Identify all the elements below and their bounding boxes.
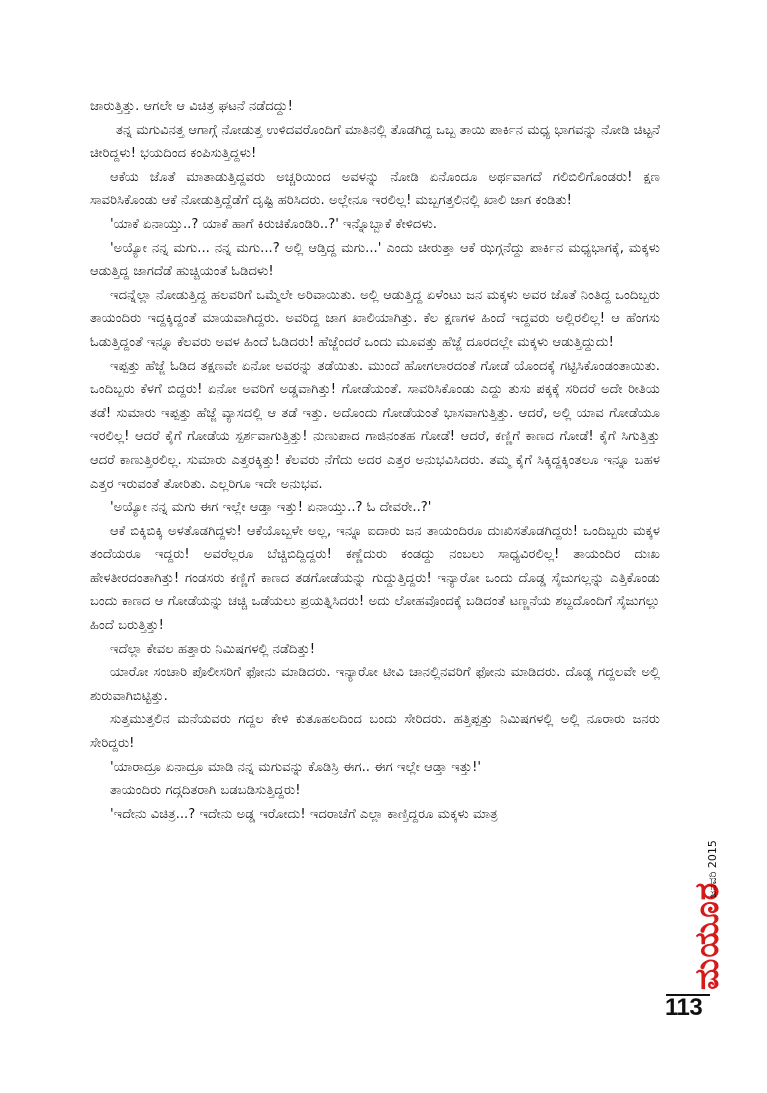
page-number: 113: [665, 994, 703, 1021]
paragraph-11: ಯಾರೋ ಸಂಚಾರಿ ಪೊಲೀಸರಿಗೆ ಫೋನು ಮಾಡಿದರು. ಇನ್ಯಾರೋ ಟೀವಿ ಚಾನಲ್ಲಿನವರಿಗೆ ಫೋನು ಮಾಡಿದರು. ದೊಡ್ಡ ಗದ್ದಲವೇ ಅಲ್ಲಿ ಶುರುವಾಗಿಬಿಟ್ಟಿತ್ತು.: [90, 665, 660, 704]
paragraph-15: 'ಇದೇನು ವಿಚಿತ್ರ...? ಇದೇನು ಅಡ್ಡ ಇರೋದು! ಇದರಾಚೆಗೆ ಎಲ್ಲಾ ಕಾಣ್ತಿದ್ದರೂ ಮಕ್ಕಳು ಮಾತ್ರ: [110, 806, 498, 822]
article-text-column: [90, 95, 660, 826]
paragraph-14: ತಾಯಂದಿರು ಗದ್ಗದಿತರಾಗಿ ಬಡಬಡಿಸುತ್ತಿದ್ದರು!: [110, 783, 301, 799]
paragraph-10: ಇದೆಲ್ಲಾ ಕೇವಲ ಹತ್ತಾರು ನಿಮಿಷಗಳಲ್ಲಿ ನಡೆದಿತ್ತು!: [110, 641, 316, 657]
paragraph-13: 'ಯಾರಾದ್ರೂ ಏನಾದ್ರೂ ಮಾಡಿ ನನ್ನ ಮಗುವನ್ನು ಕೊಡಿಸ್ರಿ ಈಗ.. ಈಗ ಇಲ್ಲೇ ಆಡ್ತಾ ಇತ್ತು!': [110, 759, 482, 775]
paragraph-6: ಇದನ್ನೆಲ್ಲಾ ನೋಡುತ್ತಿದ್ದ ಹಲವರಿಗೆ ಒಮ್ಮೆಲೇ ಅರಿವಾಯಿತು. ಅಲ್ಲಿ ಆಡುತ್ತಿದ್ದ ಏಳೆಂಟು ಜನ ಮಕ್ಕಳು ಅವರ ಜೊತೆ ನಿಂತಿದ್ದ ಒಂದಿಬ್ಬರು ತಾಯಂದಿರು ಇದ್ದಕ್ಕಿದ್ದಂತೆ ಮಾಯವಾಗಿದ್ದರು. ಅವರಿದ್ದ ಜಾಗ ಖಾಲಿಯಾಗಿತ್ತು. ಕೆಲ ಕ್ಷಣಗಳ ಹಿಂದೆ ಇದ್ದವರು ಅಲ್ಲಿರಲಿಲ್ಲ! ಆ ಹೆಂಗಸು ಓಡುತ್ತಿದ್ದಂತೆ ಇನ್ನೂ ಕೆಲವರು ಅವಳ ಹಿಂದೆ ಓಡಿದರು! ಹೆಜ್ಜೆಂದರೆ ಒಂದು ಮೂವತ್ತು ಹೆಜ್ಜೆ ದೂರದಲ್ಲೇ ಮಕ್ಕಳು ಆಡುತ್ತಿದ್ದುದು!: [90, 287, 660, 350]
paragraph-5: 'ಅಯ್ಯೋ ನನ್ನ ಮಗು... ನನ್ನ ಮಗು...? ಅಲ್ಲಿ ಆಡ್ತಿದ್ದ ಮಗು...' ಎಂದು ಚೀರುತ್ತಾ ಆಕೆ ಝಗ್ಗನೆದ್ದು ಪಾರ್ಕಿನ ಮಧ್ಯಭಾಗಕ್ಕೆ, ಮಕ್ಕಳು ಆಡುತ್ತಿದ್ದ ಜಾಗದೆಡೆ ಹುಚ್ಚಿಯಂತೆ ಓಡಿದಳು!: [90, 240, 660, 280]
paragraph-4: 'ಯಾಕೆ ಏನಾಯ್ತು..? ಯಾಕೆ ಹಾಗೆ ಕಿರುಚಿಕೊಂಡಿರಿ..?' ಇನ್ನೊಬ್ಬಾಕೆ ಕೇಳಿದಳು.: [110, 216, 437, 232]
paragraph-3: ಆಕೆಯ ಜೊತೆ ಮಾತಾಡುತ್ತಿದ್ದವರು ಅಚ್ಚರಿಯಿಂದ ಅವಳನ್ನು ನೋಡಿ ಏನೊಂದೂ ಅರ್ಥವಾಗದೆ ಗಲಿಬಿಲಿಗೊಂಡರು! ಕ್ಷಣ ಸಾವರಿಸಿಕೊಂಡು ಆಕೆ ನೋಡುತ್ತಿದ್ದೆಡೆಗೆ ದೃಷ್ಟಿ ಹರಿಸಿದರು. ಅಲ್ಲೇನೂ ಇರಲಿಲ್ಲ! ಮಬ್ಬಗತ್ತಲಿನಲ್ಲಿ ಖಾಲಿ ಜಾಗ ಕಂಡಿತು!: [90, 169, 660, 209]
paragraph-2: ತನ್ನ ಮಗುವಿನತ್ತ ಆಗಾಗ್ಗೆ ನೋಡುತ್ತ ಉಳಿದವರೊಂದಿಗೆ ಮಾತಿನಲ್ಲಿ ತೊಡಗಿದ್ದ ಒಬ್ಬ ತಾಯಿ ಪಾರ್ಕಿನ ಮಧ್ಯ ಭಾಗವನ್ನು ನೋಡಿ ಚಿಟ್ಟನೆ ಚೀರಿದ್ದಳು! ಭಯದಿಂದ ಕಂಪಿಸುತ್ತಿದ್ದಳು!: [90, 122, 660, 162]
issue-date: ಜನವರಿ 2015: [706, 840, 719, 898]
magazine-logo: ಮಯೂರ: [687, 881, 726, 990]
paragraph-9: ಆಕೆ ಬಿಕ್ಕಿಬಿಕ್ಕಿ ಅಳತೊಡಗಿದ್ದಳು! ಆಕೆಯೊಬ್ಬಳೇ ಅಲ್ಲ, ಇನ್ನೂ ಐದಾರು ಜನ ತಾಯಂದಿರೂ ದುಃಖಿಸತೊಡಗಿದ್ದರು! ಒಂದಿಬ್ಬರು ಮಕ್ಕಳ ತಂದೆಯರೂ ಇದ್ದರು! ಅವರೆಲ್ಲರೂ ಬೆಚ್ಚಿಬಿದ್ದಿದ್ದರು! ಕಣ್ಣೆದುರು ಕಂಡದ್ದು ನಂಬಲು ಸಾಧ್ಯವಿರಲಿಲ್ಲ! ತಾಯಂದಿರ ದುಃಖ ಹೇಳತೀರದಂತಾಗಿತ್ತು! ಗಂಡಸರು ಕಣ್ಣಿಗೆ ಕಾಣದ ತಡಗೋಡೆಯನ್ನು ಗುದ್ದುತ್ತಿದ್ದರು! ಇನ್ಯಾರೋ ಒಂದು ದೊಡ್ಡ ಸೈಜುಗಲ್ಲನ್ನು ಎತ್ತಿಕೊಂಡು ಬಂದು ಕಾಣದ ಆ ಗೋಡೆಯನ್ನು ಚಚ್ಚಿ ಒಡೆಯಲು ಪ್ರಯತ್ನಿಸಿದರು! ಅದು ಲೋಹವೊಂದಕ್ಕೆ ಬಡಿದಂತೆ ಟಣ್ಣನೆಯ ಶಬ್ದದೊಂದಿಗೆ ಸೈಜುಗಲ್ಲು ಹಿಂದೆ ಬರುತ್ತಿತ್ತು!: [90, 523, 660, 634]
paragraph-8: 'ಅಯ್ಯೋ ನನ್ನ ಮಗು ಈಗ ಇಲ್ಲೇ ಆಡ್ತಾ ಇತ್ತು! ಏನಾಯ್ತು..? ಓ ದೇವರೇ..?': [110, 500, 432, 516]
paragraph-1: ಜಾರುತ್ತಿತ್ತು. ಆಗಲೇ ಆ ವಿಚಿತ್ರ ಘಟನೆ ನಡೆದದ್ದು!: [90, 99, 293, 114]
paragraph-12: ಸುತ್ತಮುತ್ತಲಿನ ಮನೆಯವರು ಗದ್ದಲ ಕೇಳಿ ಕುತೂಹಲದಿಂದ ಬಂದು ಸೇರಿದರು. ಹತ್ತಿಪ್ಪತ್ತು ನಿಮಿಷಗಳಲ್ಲಿ ಅಲ್ಲಿ ನೂರಾರು ಜನರು ಸೇರಿದ್ದರು!: [90, 712, 660, 752]
paragraph-7: ಇಪ್ಪತ್ತು ಹೆಜ್ಜೆ ಓಡಿದ ತಕ್ಷಣವೇ ಏನೋ ಅವರನ್ನು ತಡೆಯಿತು. ಮುಂದೆ ಹೋಗಲಾರದಂತೆ ಗೋಡೆ ಯೊಂದಕ್ಕೆ ಗಟ್ಟಿಸಿಕೊಂಡಂತಾಯಿತು. ಒಂದಿಬ್ಬರು ಕೆಳಗೆ ಬಿದ್ದರು! ಏನೋ ಅವರಿಗೆ ಅಡ್ಡವಾಗಿತ್ತು! ಗೋಡೆಯಂತೆ. ಸಾವರಿಸಿಕೊಂಡು ಎದ್ದು ತುಸು ಪಕ್ಕಕ್ಕೆ ಸರಿದರೆ ಅದೇ ರೀತಿಯ ತಡೆ! ಸುಮಾರು ಇಪ್ಪತ್ತು ಹೆಜ್ಜೆ ವ್ಯಾಸದಲ್ಲಿ ಆ ತಡೆ ಇತ್ತು. ಅದೊಂದು ಗೋಡೆಯಂತೆ ಭಾಸವಾಗುತ್ತಿತ್ತು. ಆದರೆ, ಅಲ್ಲಿ ಯಾವ ಗೋಡೆಯೂ ಇರಲಿಲ್ಲ! ಆದರೆ ಕೈಗೆ ಗೋಡೆಯ ಸ್ಪರ್ಶವಾಗುತ್ತಿತ್ತು! ನುಣುಪಾದ ಗಾಜಿನಂತಹ ಗೋಡೆ! ಆದರೆ, ಕಣ್ಣಿಗೆ ಕಾಣದ ಗೋಡೆ! ಕೈಗೆ ಸಿಗುತ್ತಿತ್ತು ಆದರೆ ಕಾಣುತ್ತಿರಲಿಲ್ಲ. ಸುಮಾರು ಎತ್ತರಕ್ಕಿತ್ತು! ಕೆಲವರು ನೆಗೆದು ಅದರ ಎತ್ತರ ಅನುಭವಿಸಿದರು. ತಮ್ಮ ಕೈಗೆ ಸಿಕ್ಕಿದ್ದಕ್ಕಿಂತಲೂ ಇನ್ನೂ ಬಹಳ ಎತ್ತರ ಇರುವಂತೆ ತೋರಿತು. ಎಲ್ಲರಿಗೂ ಇದೇ ಅನುಭವ.: [90, 358, 660, 492]
